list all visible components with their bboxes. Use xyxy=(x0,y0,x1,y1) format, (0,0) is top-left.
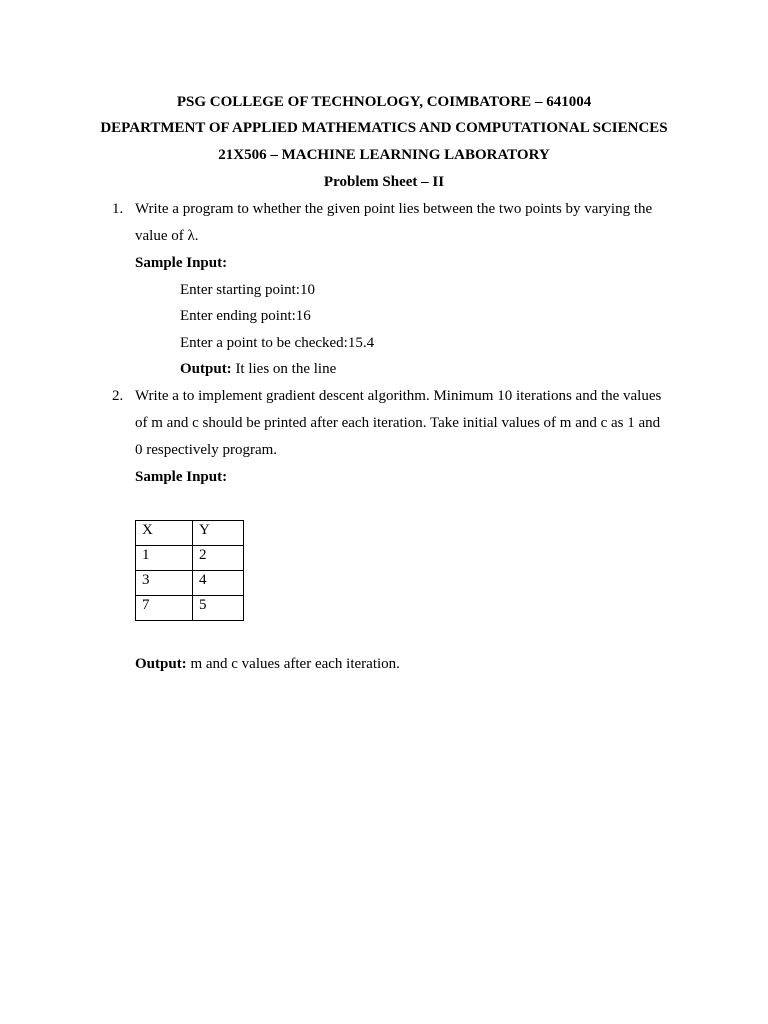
table-cell: 2 xyxy=(193,546,244,571)
table-header-row xyxy=(136,521,244,546)
table-row xyxy=(136,571,244,596)
problem-2-output-label: Output: xyxy=(135,656,187,672)
table-cell: 7 xyxy=(136,596,193,621)
table-cell: 3 xyxy=(136,571,193,596)
sheet-title: Problem Sheet – II xyxy=(323,174,445,190)
problem-1-number: 1. xyxy=(112,201,124,217)
problem-1-text-line-2: value of λ. xyxy=(135,228,199,244)
problem-2-number: 2. xyxy=(112,388,124,404)
problem-2-sample-input-label: Sample Input: xyxy=(135,469,228,485)
problem-2-text-line-3: 0 respectively program. xyxy=(135,442,278,458)
course-title: 21X506 – MACHINE LEARNING LABORATORY xyxy=(218,147,550,163)
table-cell: 1 xyxy=(136,546,193,571)
problem-2-text-line-1: Write a to implement gradient descent algorithm. Minimum 10 iterations and the values xyxy=(135,388,662,404)
problem-1-output-text: It lies on the line xyxy=(231,361,337,377)
problem-1-output xyxy=(180,360,336,378)
problem-1-input-start: Enter starting point:10 xyxy=(180,282,315,298)
table-header-y: Y xyxy=(193,521,244,546)
problem-1-output-label: Output: xyxy=(180,361,232,377)
sample-input-table xyxy=(135,520,244,621)
table-cell: 4 xyxy=(193,571,244,596)
problem-2-output-text: m and c values after each iteration. xyxy=(186,656,400,672)
table-cell: 5 xyxy=(193,596,244,621)
problem-1-text-line-1: Write a program to whether the given point lies between the two points by varying the xyxy=(135,201,653,217)
table-row xyxy=(136,546,244,571)
problem-1-input-end: Enter ending point:16 xyxy=(180,308,311,324)
problem-2-output xyxy=(135,655,400,673)
problem-2-text-line-2: of m and c should be printed after each iteration. Take initial values of m and c as 1 and xyxy=(135,415,661,431)
department-title: DEPARTMENT OF APPLIED MATHEMATICS AND COMPUTATIONAL SCIENCES xyxy=(100,120,668,136)
table-row xyxy=(136,596,244,621)
problem-1-input-check: Enter a point to be checked:15.4 xyxy=(180,335,375,351)
problem-1-sample-input-label: Sample Input: xyxy=(135,255,228,271)
college-title: PSG COLLEGE OF TECHNOLOGY, COIMBATORE – 641004 xyxy=(176,94,592,110)
table-header-x: X xyxy=(136,521,193,546)
